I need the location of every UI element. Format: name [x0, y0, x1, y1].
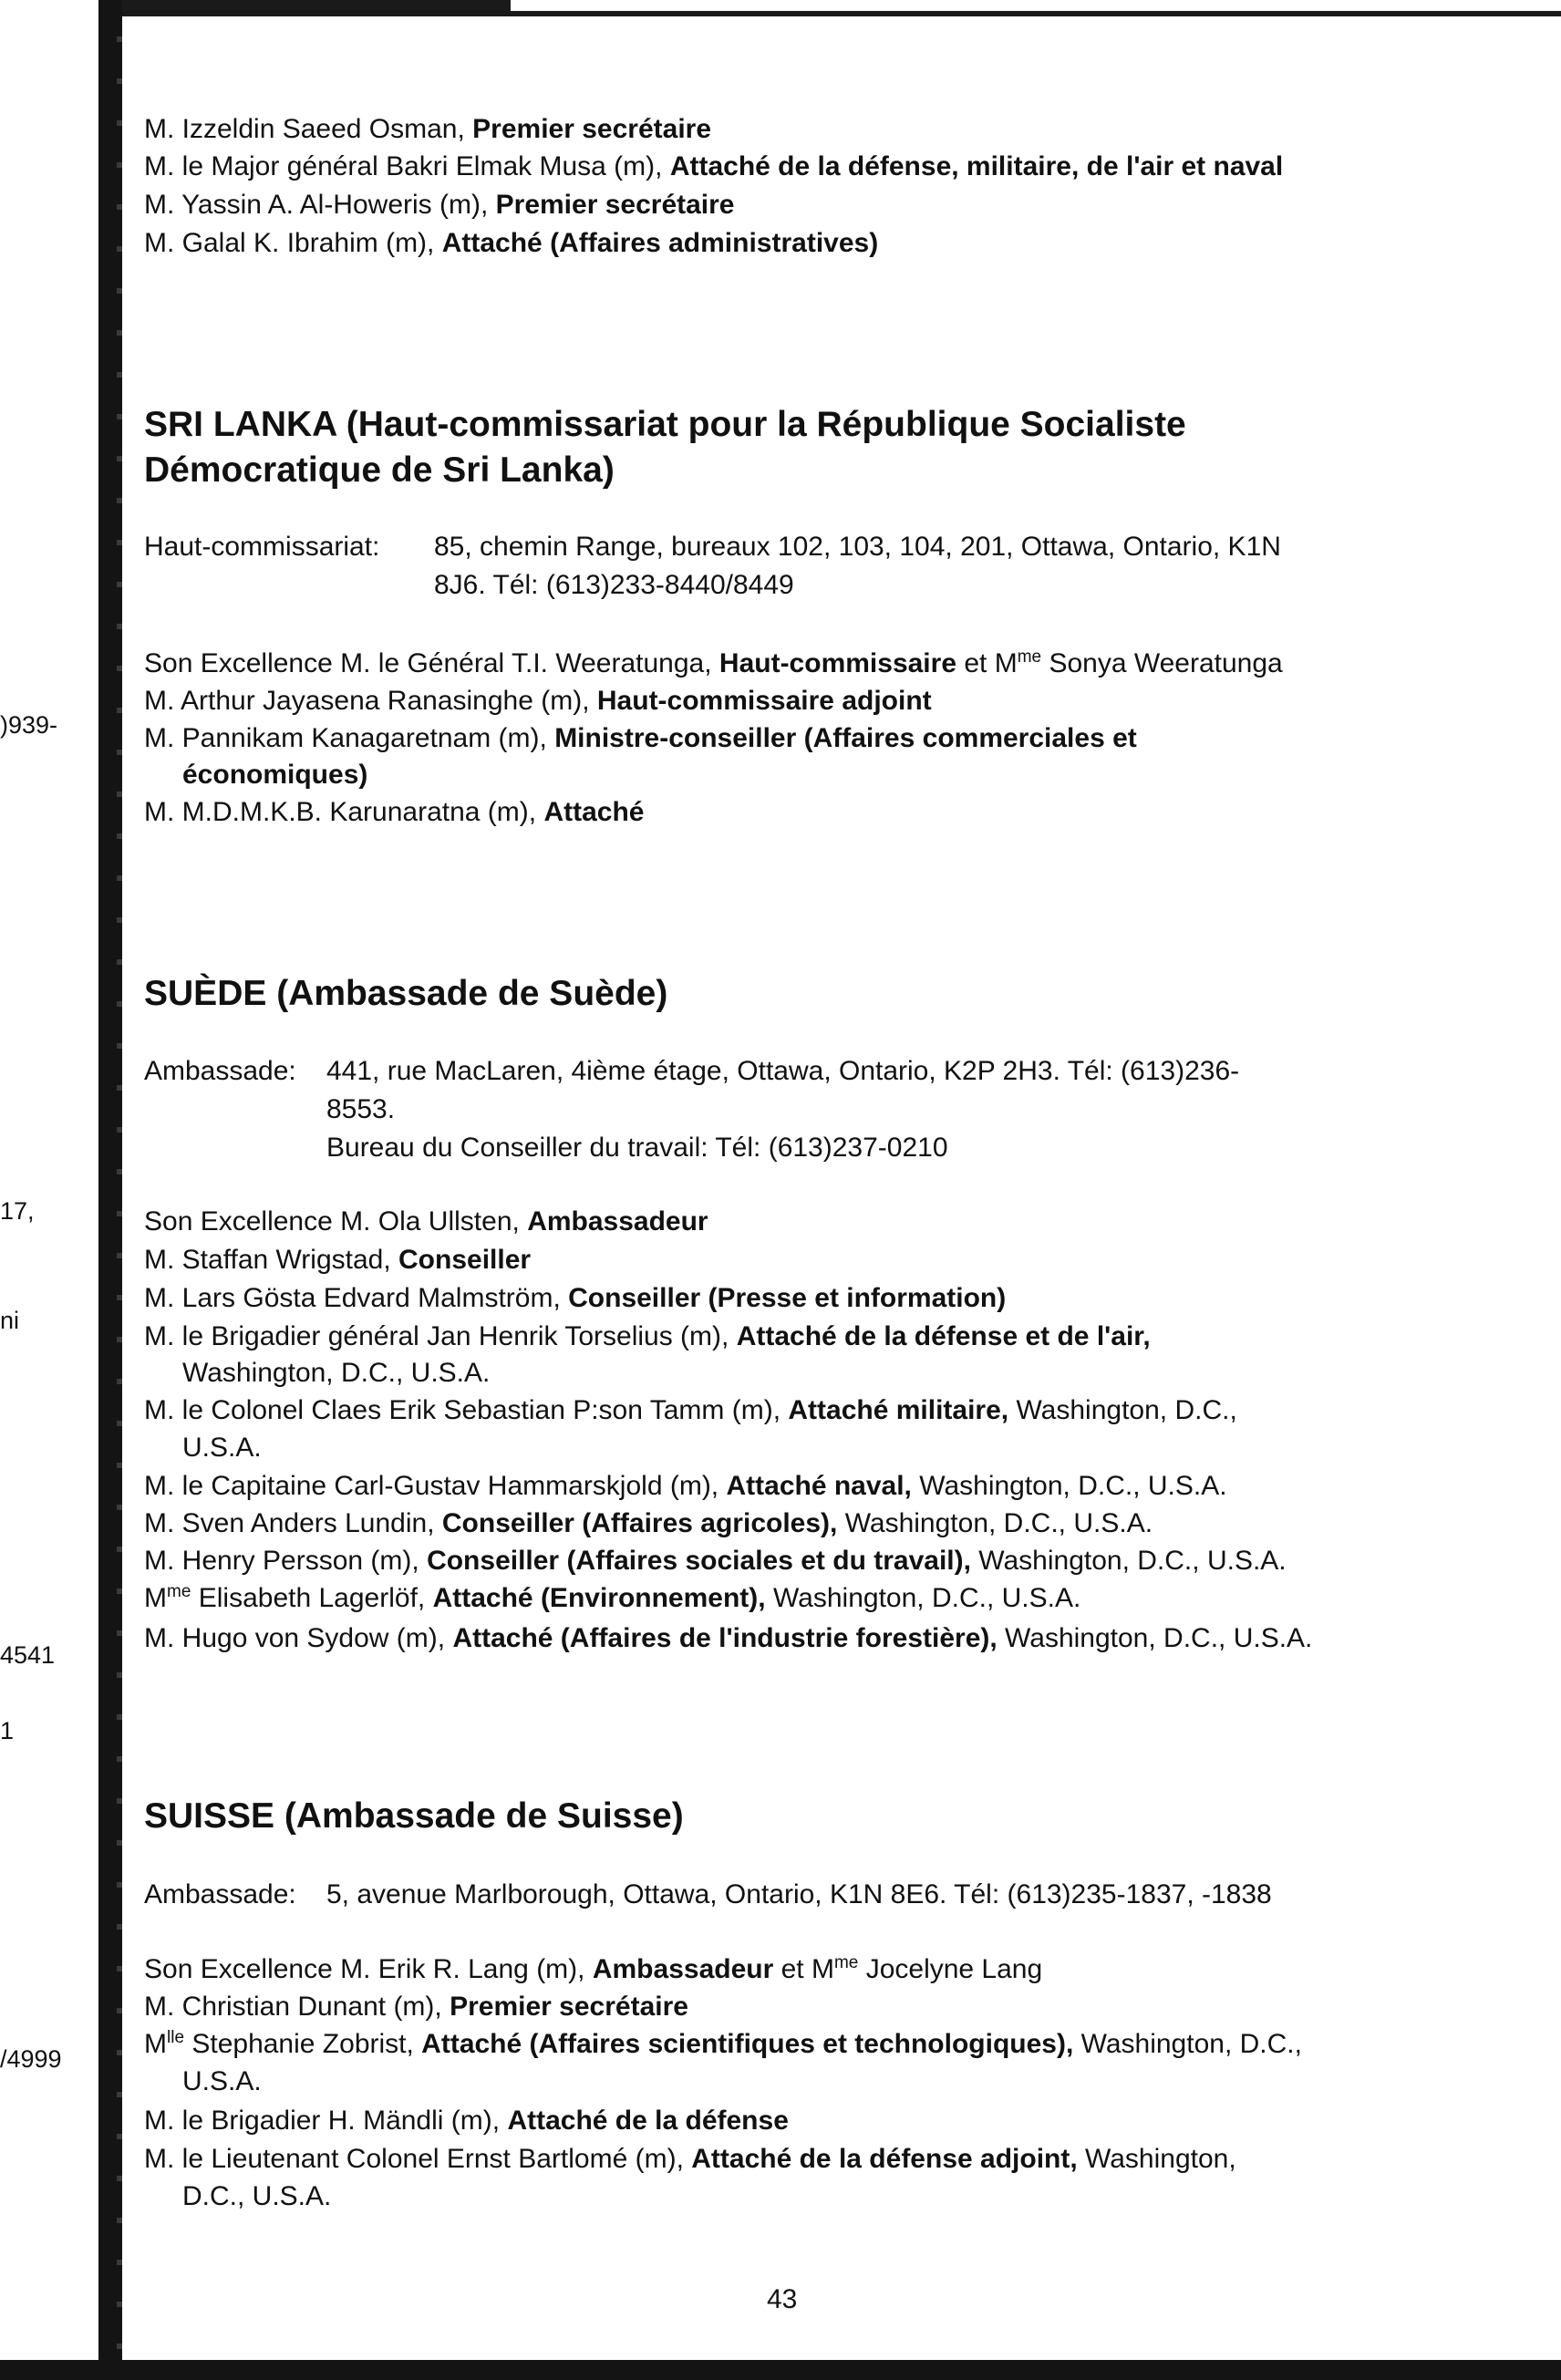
address-line: Bureau du Conseiller du travail: Tél: (613)237-0210 — [326, 1133, 948, 1163]
staff-entry: M. Galal K. Ibrahim (m), Attaché (Affaires administratives) — [144, 228, 879, 258]
staff-entry: M. Hugo von Sydow (m), Attaché (Affaires de l'industrie forestière), Washington, D.C., U.S.A. — [144, 1623, 1313, 1653]
margin-fragment: 4541 — [0, 1641, 56, 1669]
margin-fragment: )939- — [0, 711, 58, 739]
address-line: 8553. — [326, 1094, 396, 1124]
country-heading-suede: SUÈDE (Ambassade de Suède) — [144, 974, 668, 1013]
address-line: 8J6. Tél: (613)233-8440/8449 — [434, 570, 794, 600]
staff-entry: M. Sven Anders Lundin, Conseiller (Affaires agricoles), Washington, D.C., U.S.A. — [144, 1508, 1153, 1538]
staff-entry: M. Lars Gösta Edvard Malmström, Conseiller (Presse et information) — [144, 1283, 1007, 1313]
scan-binding-edge — [98, 0, 119, 2380]
country-heading-sri-lanka-cont: Démocratique de Sri Lanka) — [144, 450, 615, 490]
scan-bottom-edge — [0, 2360, 1561, 2380]
margin-fragment: 17, — [0, 1197, 35, 1225]
staff-entry-continued: D.C., U.S.A. — [182, 2181, 332, 2211]
staff-entry: M. Izzeldin Saeed Osman, Premier secrétaire — [144, 114, 712, 144]
ambassador-entry: Son Excellence M. le Général T.I. Weeratunga, Haut-commissaire et $M^{me}$ Sonya Weeratunga — [144, 647, 1283, 678]
scan-top-gap — [511, 0, 1561, 11]
margin-fragment: 1 — [0, 1717, 15, 1744]
staff-entry: M. le Capitaine Carl-Gustav Hammarskjold (m), Attaché naval, Washington, D.C., U.S.A. — [144, 1471, 1227, 1501]
staff-entry: $M^{me}$ Elisabeth Lagerlöf, Attaché (Environnement), Washington, D.C., U.S.A. — [144, 1582, 1081, 1613]
staff-entry: M. le Brigadier H. Mändli (m), Attaché de la défense — [144, 2106, 789, 2136]
staff-entry: M. le Lieutenant Colonel Ernst Bartlomé (m), Attaché de la défense adjoint, Washington, — [144, 2144, 1236, 2174]
scan-binding-shadow — [117, 0, 122, 2380]
staff-entry-continued: U.S.A. — [182, 2066, 262, 2096]
address-line: 85, chemin Range, bureaux 102, 103, 104, 201, Ottawa, Ontario, K1N — [434, 532, 1281, 562]
address-label: Haut-commissariat: — [144, 532, 380, 562]
staff-entry: $M^{lle}$ Stephanie Zobrist, Attaché (Affaires scientifiques et technologiques), Washington, D.C., — [144, 2028, 1302, 2059]
staff-entry: M. Yassin A. Al-Howeris (m), Premier secrétaire — [144, 190, 735, 220]
margin-fragment: ni — [0, 1307, 20, 1334]
staff-entry-continued: économiques) — [182, 760, 368, 790]
staff-entry: M. Staffan Wrigstad, Conseiller — [144, 1245, 532, 1275]
country-heading-sri-lanka: SRI LANKA (Haut-commissariat pour la République Socialiste — [144, 405, 1186, 444]
staff-entry-continued: U.S.A. — [182, 1433, 262, 1463]
ambassador-entry: Son Excellence M. Ola Ullsten, Ambassadeur — [144, 1206, 708, 1237]
page-number: 43 — [767, 2284, 798, 2314]
address-label: Ambassade: — [144, 1056, 296, 1086]
staff-entry: M. Henry Persson (m), Conseiller (Affaires sociales et du travail), Washington, D.C., U.S.A. — [144, 1546, 1287, 1576]
address-label: Ambassade: — [144, 1879, 296, 1909]
staff-entry: M. le Major général Bakri Elmak Musa (m), Attaché de la défense, militaire, de l'air et naval — [144, 151, 1284, 181]
staff-entry: M. Pannikam Kanagaretnam (m), Ministre-conseiller (Affaires commerciales et — [144, 723, 1137, 753]
staff-entry: M. M.D.M.K.B. Karunaratna (m), Attaché — [144, 797, 645, 827]
margin-fragment: /4999 — [0, 2045, 62, 2073]
country-heading-suisse: SUISSE (Ambassade de Suisse) — [144, 1796, 684, 1836]
staff-entry: M. le Brigadier général Jan Henrik Torselius (m), Attaché de la défense et de l'air, — [144, 1321, 1151, 1351]
ambassador-entry: Son Excellence M. Erik R. Lang (m), Ambassadeur et $M^{me}$ Jocelyne Lang — [144, 1953, 1043, 1984]
staff-entry-continued: Washington, D.C., U.S.A. — [182, 1358, 491, 1388]
address-line: 5, avenue Marlborough, Ottawa, Ontario, K1N 8E6. Tél: (613)235-1837, -1838 — [326, 1879, 1272, 1909]
staff-entry: M. Arthur Jayasena Ranasinghe (m), Haut-commissaire adjoint — [144, 686, 932, 716]
staff-entry: M. Christian Dunant (m), Premier secrétaire — [144, 1992, 688, 2022]
staff-entry: M. le Colonel Claes Erik Sebastian P:son Tamm (m), Attaché militaire, Washington, D.C., — [144, 1395, 1237, 1425]
address-line: 441, rue MacLaren, 4ième étage, Ottawa, Ontario, K2P 2H3. Tél: (613)236- — [326, 1056, 1240, 1086]
